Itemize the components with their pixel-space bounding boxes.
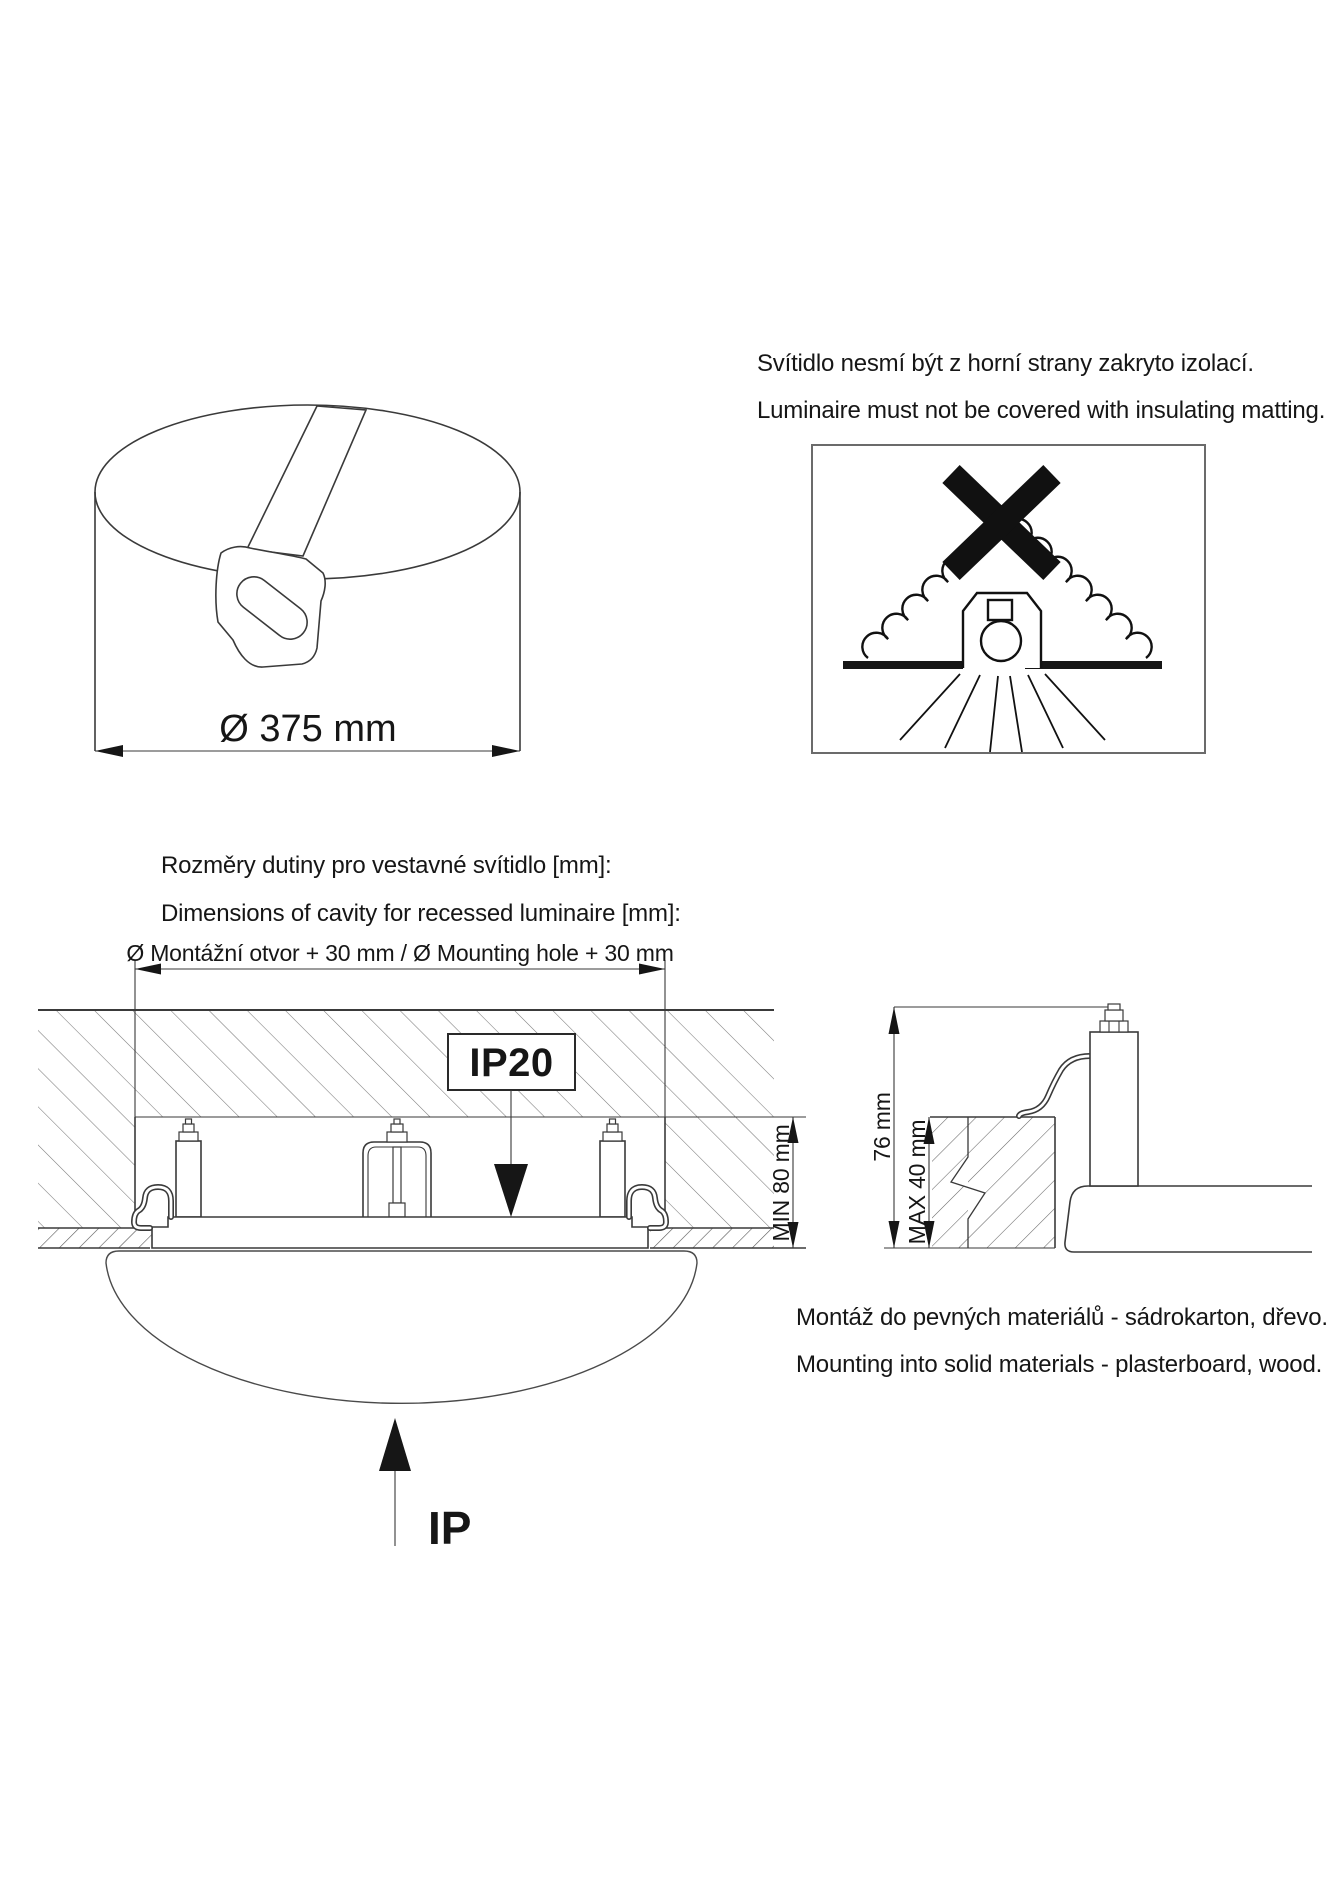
ip20-callout (448, 1034, 575, 1217)
arrow-left-icon (95, 745, 123, 757)
center-nut (387, 1132, 407, 1142)
center-screw-rod (393, 1147, 401, 1203)
standoff-post-left (176, 1141, 201, 1217)
detail-base-edge (1065, 1186, 1312, 1252)
max-board-dimension (904, 1117, 935, 1248)
arrow-right-icon (492, 745, 520, 757)
cavity-cross-section (38, 940, 806, 1554)
ip-pointer (379, 1418, 471, 1554)
diameter-dimension (95, 708, 520, 757)
max-board-label: MAX 40 mm (904, 1119, 930, 1245)
min-depth-label: MIN 80 mm (768, 1124, 794, 1242)
ip20-arrowhead-icon (494, 1164, 528, 1217)
cavity-title-cs: Rozměry dutiny pro vestavné svítidlo [mm]: (161, 852, 612, 879)
clip-curve (629, 1187, 666, 1228)
board-strip-left (38, 1228, 152, 1248)
insulation-warning (757, 350, 1325, 753)
mounting-note-cs: Montáž do pevných materiálů - sádrokarton, dřevo. (796, 1304, 1328, 1331)
detail-nut-hex (1100, 1021, 1128, 1032)
detail-post (1090, 1032, 1138, 1186)
post-left-nut (179, 1132, 198, 1141)
ip-label: IP (428, 1502, 472, 1554)
center-nut-top (391, 1124, 403, 1132)
detail-spring-clip (1019, 1056, 1090, 1116)
min-depth-dimension (768, 1117, 799, 1248)
spring-clip-right (629, 1187, 666, 1228)
post-right-nub (610, 1119, 616, 1124)
lamp-bulb-icon (981, 621, 1021, 661)
saw-blade (247, 406, 366, 556)
post-right-nut-top (607, 1124, 618, 1132)
no-insulation-pictogram (812, 445, 1205, 753)
ceiling-bar-left (843, 661, 963, 669)
ceiling-hatch-left (38, 1117, 135, 1228)
detail-nut-top (1108, 1004, 1120, 1010)
diffuser-dome (106, 1251, 697, 1403)
mounting-hole-label: Ø Montážní otvor + 30 mm / Ø Mounting hole + 30 mm (126, 940, 674, 966)
arrow-down-icon (889, 1221, 900, 1248)
ceiling-hatch-right (665, 1117, 774, 1228)
center-nub (394, 1119, 400, 1124)
warning-text-en: Luminaire must not be covered with insulating matting. (757, 397, 1326, 424)
clip-curve (134, 1187, 171, 1228)
luminaire-body (106, 1119, 697, 1403)
lamp-holder (988, 600, 1012, 620)
warning-text-cs: Svítidlo nesmí být z horní strany zakryto izolací. (757, 350, 1254, 377)
post-right-nut (603, 1132, 622, 1141)
post-left-nub (186, 1119, 192, 1124)
ceiling-hatch-top (38, 1010, 774, 1117)
board-strip-right (650, 1228, 774, 1248)
clip-curve (1019, 1056, 1090, 1116)
ip20-label: IP20 (469, 1041, 554, 1085)
cavity-title-en: Dimensions of cavity for recessed luminaire [mm]: (161, 900, 681, 927)
ip-arrowhead-icon (379, 1418, 411, 1471)
post-left-nut-top (183, 1124, 194, 1132)
hole-cutting-diagram (95, 405, 520, 757)
mounting-note-en: Mounting into solid materials - plasterboard, wood. (796, 1351, 1323, 1378)
spring-clip-left (134, 1187, 171, 1228)
standoff-post-right (600, 1141, 625, 1217)
total-height-label: 76 mm (869, 1092, 895, 1162)
base-tray (152, 1217, 648, 1248)
center-screw-foot (389, 1203, 405, 1217)
cavity-section-titles (161, 852, 681, 927)
arrow-up-icon (889, 1007, 900, 1034)
mounting-detail-diagram (869, 1004, 1312, 1252)
ceiling-bar-right (1025, 661, 1162, 669)
diameter-label: Ø 375 mm (219, 708, 397, 750)
mounting-note (796, 1304, 1328, 1378)
detail-nut-mid (1105, 1010, 1123, 1021)
